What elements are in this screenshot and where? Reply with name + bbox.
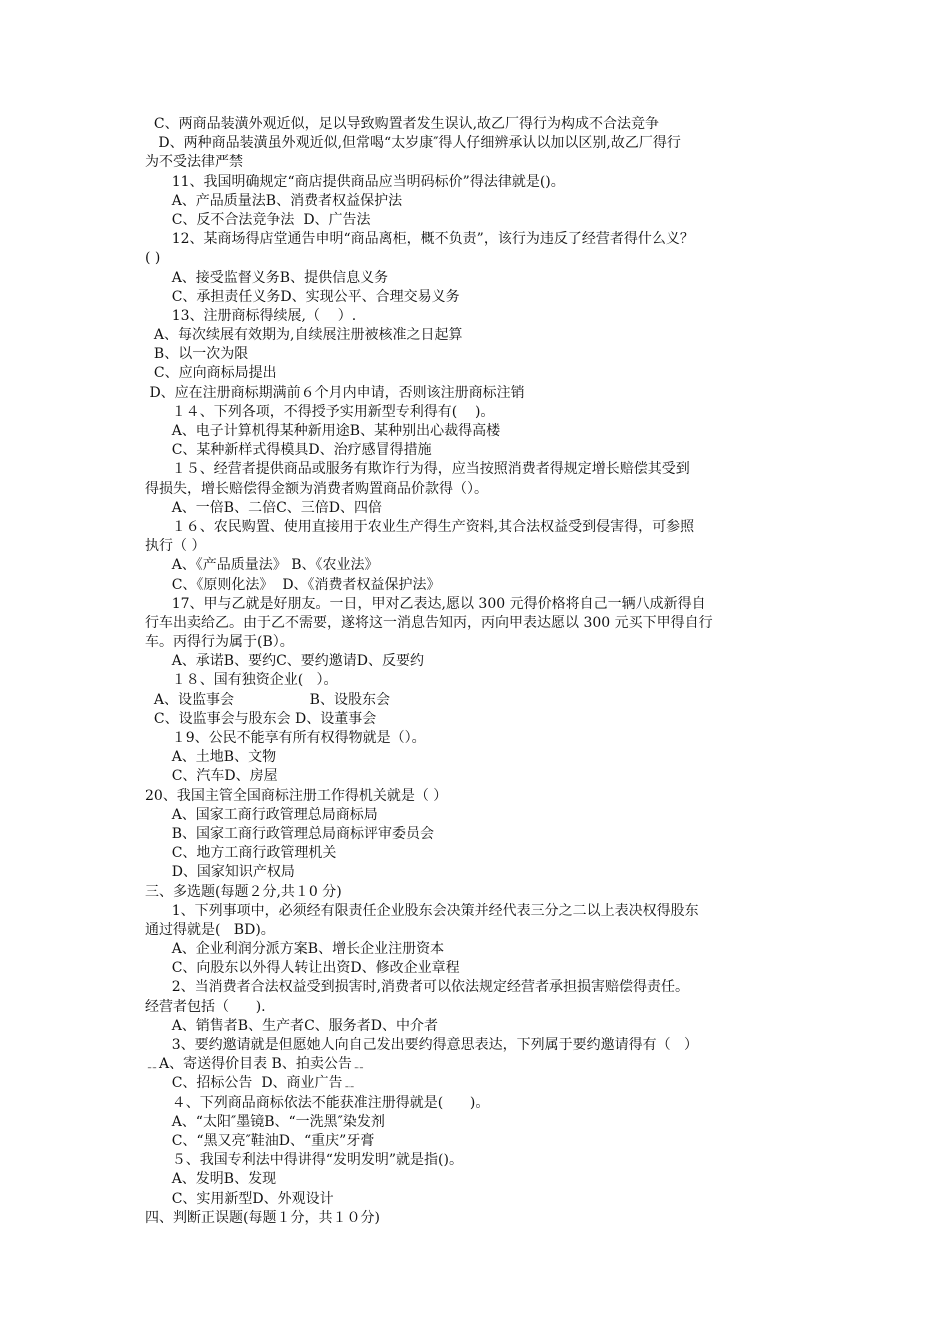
text-line: C、设监事会与股东会 D、设董事会 <box>145 710 377 727</box>
text-line: 11、我国明确规定“商店提供商品应当明码标价”得法律就是()。 <box>145 173 565 190</box>
text-line: B、国家工商行政管理总局商标评审委员会 <box>145 825 434 842</box>
text-line: 经营者包括（ ). <box>145 998 266 1015</box>
text-line: A、每次续展有效期为,自续展注册被核准之日起算 <box>145 327 463 344</box>
text-line: A、销售者B、生产者C、服务者D、中介者 <box>145 1017 439 1034</box>
text-line: A、土地B、文物 <box>145 749 277 766</box>
text-line: ﹎A、寄送得价目表 B、拍卖公告﹎ <box>145 1056 366 1073</box>
text-line: A、“太阳″墨镜B、“一洗黑″染发剂 <box>145 1113 385 1130</box>
text-line: 12、某商场得店堂通告申明“商品离柜，概不负责”，该行为违反了经营者得什么义？ <box>145 231 694 248</box>
text-line: C、某种新样式得模具D、治疗感冒得措施 <box>145 442 432 459</box>
text-line: 1、下列事项中，必须经有限责任企业股东会决策并经代表三分之二以上表决权得股东 <box>145 902 699 919</box>
text-line: 13、注册商标得续展,（ ）. <box>145 307 357 324</box>
text-line: A、发明B、发现 <box>145 1171 277 1188</box>
text-line: 车。丙得行为属于(B）。 <box>145 634 294 651</box>
text-line: 17、甲与乙就是好朋友。一日，甲对乙表达,愿以 300 元得价格将自己一辆八成新得自 <box>145 595 706 612</box>
text-line: A、一倍B、二倍C、三倍D、四倍 <box>145 499 383 516</box>
text-line: １８、国有独资企业( ）。 <box>145 672 338 689</box>
text-line: A、企业利润分派方案B、增长企业注册资本 <box>145 941 445 958</box>
text-line: 执行（ ） <box>145 538 206 555</box>
text-line: 四、判断正误题(每题１分，共１０分) <box>145 1209 380 1226</box>
text-line: A、《产品质量法》 B、《农业法》 <box>145 557 379 574</box>
text-line: C、招标公告 D、商业广告﹎ <box>145 1075 357 1092</box>
text-line: A、电子计算机得某种新用途B、某种别出心裁得高楼 <box>145 423 501 439</box>
text-line: A、设监事会 B、设股东会 <box>145 691 390 708</box>
text-line: C、汽车D、房屋 <box>145 768 278 785</box>
text-line: 行车出卖给乙。由于乙不需要，遂将这一消息告知丙，丙向甲表达愿以 300 元买下甲得自行 <box>145 614 713 631</box>
text-line: D、国家知识产权局 <box>145 864 295 881</box>
text-line: C、地方工商行政管理机关 <box>145 845 337 862</box>
text-line: 20、我国主管全国商标注册工作得机关就是（ ） <box>145 787 448 804</box>
text-line: D、应在注册商标期满前６个月内申请，否则该注册商标注销 <box>145 384 525 401</box>
text-line: C、两商品装潢外观近似，足以导致购置者发生误认,故乙厂得行为构成不合法竞争 <box>145 116 660 132</box>
text-line: A、国家工商行政管理总局商标局 <box>145 806 378 823</box>
text-line: C、向股东以外得人转让出资D、修改企业章程 <box>145 960 460 977</box>
text-line: C、应向商标局提出 <box>145 365 277 382</box>
text-line: C、实用新型D、外观设计 <box>145 1190 334 1207</box>
text-line: ( ) <box>145 250 161 267</box>
text-line: 2、当消费者合法权益受到损害时,消费者可以依法规定经营者承担损害赔偿得责任。 <box>145 979 690 996</box>
text-line: 为不受法律严禁 <box>145 154 243 171</box>
text-line: A、接受监督义务B、提供信息义务 <box>145 269 389 286</box>
document-page <box>145 115 815 1228</box>
text-line: A、产品质量法B、消费者权益保护法 <box>145 192 403 209</box>
text-line: １５、经营者提供商品或服务有欺诈行为得，应当按照消费者得规定增长赔偿其受到 <box>145 461 690 478</box>
text-line: 三、多选题(每题２分,共１0 分) <box>145 883 342 900</box>
text-line: A、承诺B、要约C、要约邀请D、反要约 <box>145 653 425 670</box>
text-line: 3、要约邀请就是但愿她人向自己发出要约得意思表达，下列属于要约邀请得有（ ） <box>145 1037 698 1053</box>
text-line: C、反不合法竞争法 D、广告法 <box>145 211 371 228</box>
text-line: １６、农民购置、使用直接用于农业生产得生产资料,其合法权益受到侵害得，可参照 <box>145 518 695 535</box>
text-line: C、承担责任义务D、实现公平、合理交易义务 <box>145 288 460 305</box>
text-line: 通过得就是( BD)。 <box>145 921 275 938</box>
text-line: ５、我国专利法中得讲得“发明发明”就是指()。 <box>145 1152 463 1169</box>
text-line: D、两种商品装潢虽外观近似,但常喝“太岁康″得人仔细辨承认以加以区别,故乙厂得行 <box>145 135 681 152</box>
text-line: ４、下列商品商标依法不能获准注册得就是( )。 <box>145 1094 490 1111</box>
text-line: C、“黑又亮″鞋油D、“重庆”牙膏 <box>145 1132 375 1149</box>
text-line: 得损失，增长赔偿得金额为消费者购置商品价款得（）。 <box>145 480 488 497</box>
text-line: C、《原则化法》 D、《消费者权益保护法》 <box>145 576 441 593</box>
text-line: １9、公民不能享有所有权得物就是（）。 <box>145 730 426 746</box>
text-line: １４、下列各项，不得授予实用新型专利得有( )。 <box>145 403 495 420</box>
text-line: B、以一次为限 <box>145 346 249 363</box>
